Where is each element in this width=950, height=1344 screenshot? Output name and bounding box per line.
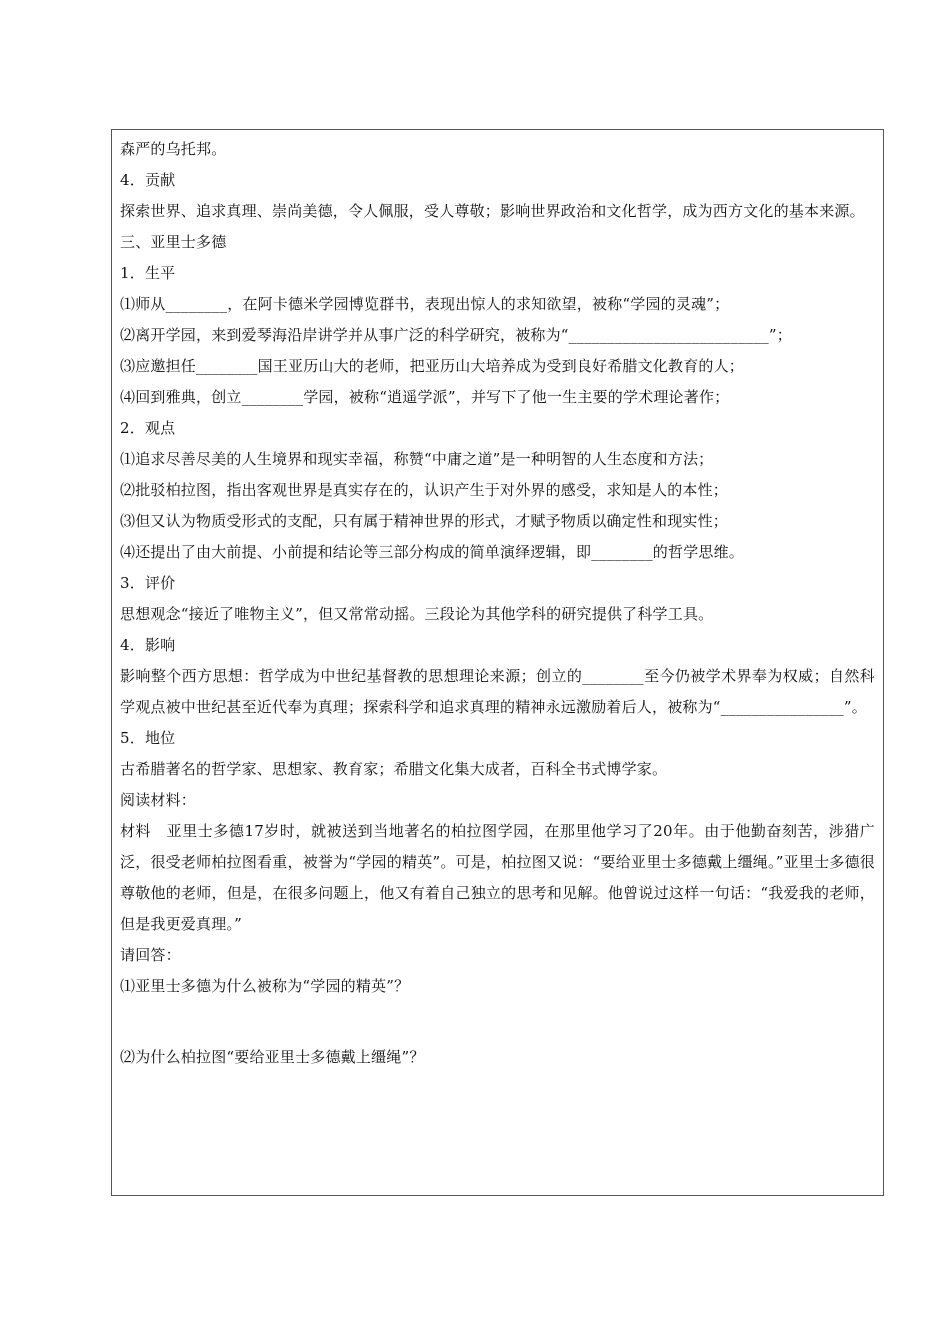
- text-line: ⑵批驳柏拉图，指出客观世界是真实存在的，认识产生于对外界的感受，求知是人的本性；: [120, 481, 729, 499]
- paragraph: 影响整个西方思想：哲学成为中世纪基督教的思想理论来源；创立的________至今仍被学术界奉为权威；自然科学观点被中世纪甚至近代奉为真理；探索科学和追求真理的精神永远激励着后人，被称为“________________”。: [120, 667, 875, 716]
- fill-blank-line: ⑴师从________，在阿卡德米学园博览群书，表现出惊人的求知欲望，被称“学园的灵魂”；: [120, 295, 730, 313]
- section-heading: 3．评价: [120, 574, 176, 592]
- section-heading: 2．观点: [120, 419, 176, 437]
- section-title: 三、亚里士多德: [120, 233, 227, 251]
- text-line: ⑶但又认为物质受形式的支配，只有属于精神世界的形式，才赋予物质以确定性和现实性；: [120, 512, 729, 530]
- text-line: 古希腊著名的哲学家、思想家、教育家；希腊文化集大成者，百科全书式博学家。: [120, 760, 668, 778]
- text-line: 森严的乌托邦。: [120, 140, 227, 158]
- reading-material: 材料 亚里士多德17岁时，就被送到当地著名的柏拉图学园，在那里他学习了20年。由于他勤奋刻苦，涉猎广泛，很受老师柏拉图看重，被誉为“学园的精英”。可是，柏拉图又说：“要给亚里士多德戴上缰绳。”亚里士多德很尊敬他的老师，但是，在很多问题上，他又有着自己独立的思考和见解。他曾说过这样一句话：“我爱我的老师，但是我更爱真理。”: [120, 822, 875, 933]
- section-heading: 4．贡献: [120, 171, 176, 189]
- section-heading: 1．生平: [120, 264, 176, 282]
- answer-space: [120, 1002, 875, 1042]
- question-1: ⑴亚里士多德为什么被称为“学园的精英”？: [120, 977, 410, 995]
- fill-blank-line: ⑶应邀担任________国王亚历山大的老师，把亚历山大培养成为受到良好希腊文化教育的人；: [120, 357, 745, 375]
- fill-blank-line: ⑷还提出了由大前提、小前提和结论等三部分构成的简单演绎逻辑，即________的哲学思维。: [120, 543, 745, 561]
- text-line: ⑴追求尽善尽美的人生境界和现实幸福，称赞“中庸之道”是一种明智的人生态度和方法；: [120, 450, 714, 468]
- content-box: [111, 129, 884, 1196]
- paragraph: 探索世界、追求真理、崇尚美德，令人佩服，受人尊敬；影响世界政治和文化哲学，成为西方文化的基本来源。: [120, 202, 865, 220]
- text-line: 思想观念“接近了唯物主义”，但又常常动摇。三段论为其他学科的研究提供了科学工具。: [120, 605, 714, 623]
- section-heading: 5．地位: [120, 729, 176, 747]
- question-label: 请回答：: [120, 946, 181, 964]
- fill-blank-line: ⑵离开学园，来到爱琴海沿岸讲学并从事广泛的科学研究，被称为“__________________________”；: [120, 326, 792, 344]
- question-2: ⑵为什么柏拉图“要给亚里士多德戴上缰绳”？: [120, 1048, 425, 1066]
- section-heading: 4．影响: [120, 636, 176, 654]
- fill-blank-line: ⑷回到雅典，创立________学园，被称“逍遥学派”，并写下了他一生主要的学术理论著作；: [120, 388, 730, 406]
- reading-label: 阅读材料：: [120, 791, 197, 809]
